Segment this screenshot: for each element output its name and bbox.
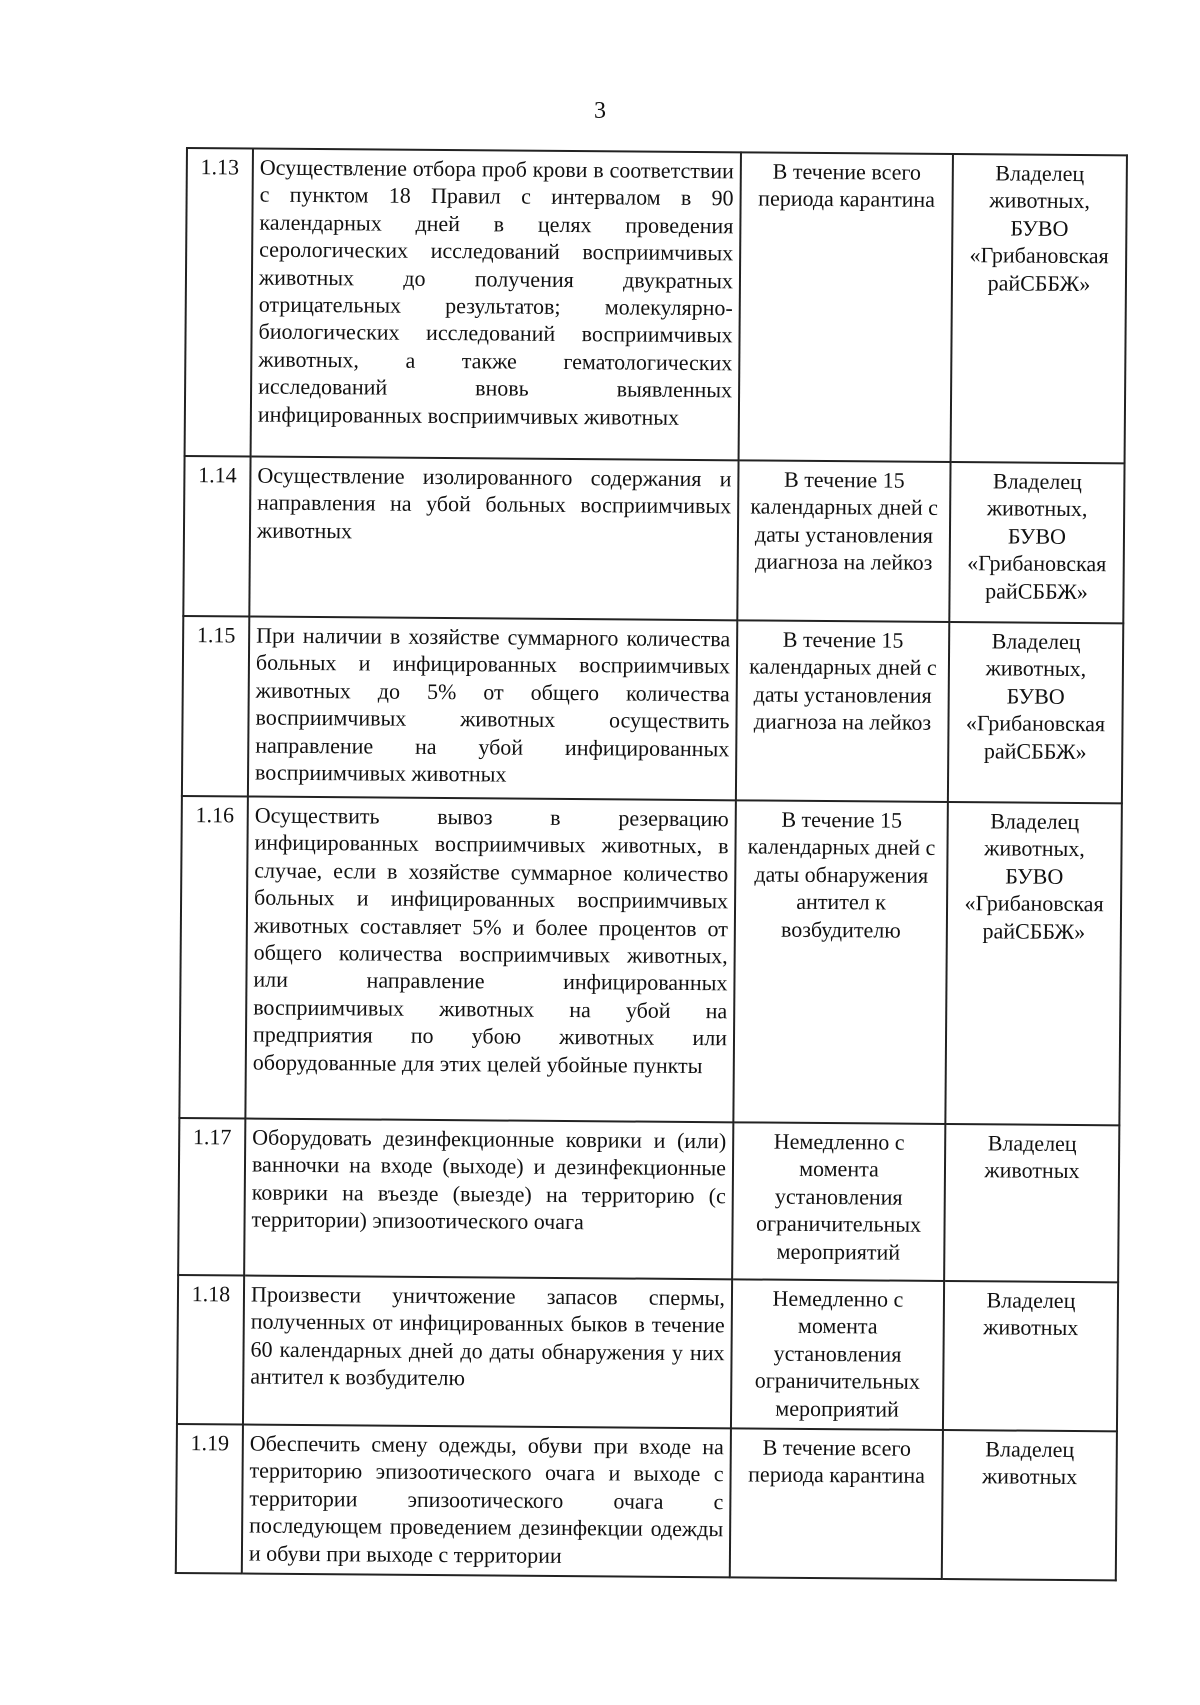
row-term: В течение всего периода карантина [730,1428,943,1579]
row-term: Немедленно с момента установления ограничительных мероприятий [732,1122,945,1281]
measures-table [175,147,1128,1581]
table-row [183,456,1124,623]
table-row [179,796,1121,1125]
table-row [185,148,1127,463]
row-number: 1.17 [178,1118,245,1276]
row-action: Обеспечить смену одежды, обуви при входе на территорию эпизоотического очага и выходе с территории эпизоотического очага с последующем проведением дезинфекции одежды и обуви при выходе с территории [242,1425,731,1578]
table-row [178,1118,1119,1282]
page-number: 3 [594,98,606,124]
row-responsible: Владелец животных, БУВО «Грибановская райСББЖ» [949,462,1124,623]
table-row [176,1424,1117,1580]
row-action: Осуществление изолированного содержания и направления на убой больных восприимчивых животных [249,457,738,621]
row-term: В течение 15 календарных дней с даты обнаружения антител к возбудителю [733,800,948,1124]
row-responsible: Владелец животных, БУВО «Грибановская райСББЖ» [948,622,1123,803]
table-row [182,616,1123,803]
row-action: Оборудовать дезинфекционные коврики и (или) ванночки на входе (выходе) и дезинфекционные коврики на въезде (выезде) на территорию (с территории) эпизоотического очага [244,1118,733,1279]
row-action: При наличии в хозяйстве суммарного количества больных и инфицированных восприимчивых животных до 5% от общего количества восприимчивых животных осуществить направление на убой инфицированных восприимчивых животных [248,617,737,801]
row-number: 1.15 [182,616,249,797]
row-action: Осуществление отбора проб крови в соответствии с пунктом 18 Правил с интервалом в 90 календарных дней в целях проведения серологических исследований восприимчивых животных до получения двукратных отрицательных результатов; молекулярно-биологических исследований восприимчивых животных, а также гематологических исследований вновь выявленных инфицированных восприимчивых животных [251,149,741,461]
row-term: Немедленно с момента установления ограничительных мероприятий [731,1279,944,1430]
row-action: Произвести уничтожение запасов спермы, полученных от инфицированных быков в течение 60 календарных дней до даты обнаружения у них антител к возбудителю [243,1275,732,1428]
row-number: 1.18 [177,1275,244,1425]
row-number: 1.13 [185,148,253,457]
row-responsible: Владелец животных [942,1430,1117,1580]
row-term: В течение всего периода карантина [739,152,953,462]
row-number: 1.19 [176,1424,243,1574]
row-number: 1.14 [183,456,250,617]
row-number: 1.16 [179,796,248,1119]
row-responsible: Владелец животных [944,1124,1119,1282]
row-term: В течение 15 календарных дней с даты установления диагноза на лейкоз [737,460,950,622]
table-row [177,1275,1118,1431]
row-action: Осуществить вывоз в резервацию инфицированных восприимчивых животных, в случае, если в хозяйстве суммарное количество больных и инфицированных восприимчивых животных составляет 5% и более процентов от общего количества восприимчивых животных, или направление инфицированных восприимчивых животных на убой на предприятия по убою животных или оборудованные для этих целей убойные пункты [245,797,736,1123]
row-responsible: Владелец животных, БУВО «Грибановская райСББЖ» [945,802,1122,1125]
row-responsible: Владелец животных [943,1281,1118,1431]
row-responsible: Владелец животных, БУВО «Грибановская райСББЖ» [951,154,1127,463]
row-term: В течение 15 календарных дней с даты установления диагноза на лейкоз [736,620,949,802]
